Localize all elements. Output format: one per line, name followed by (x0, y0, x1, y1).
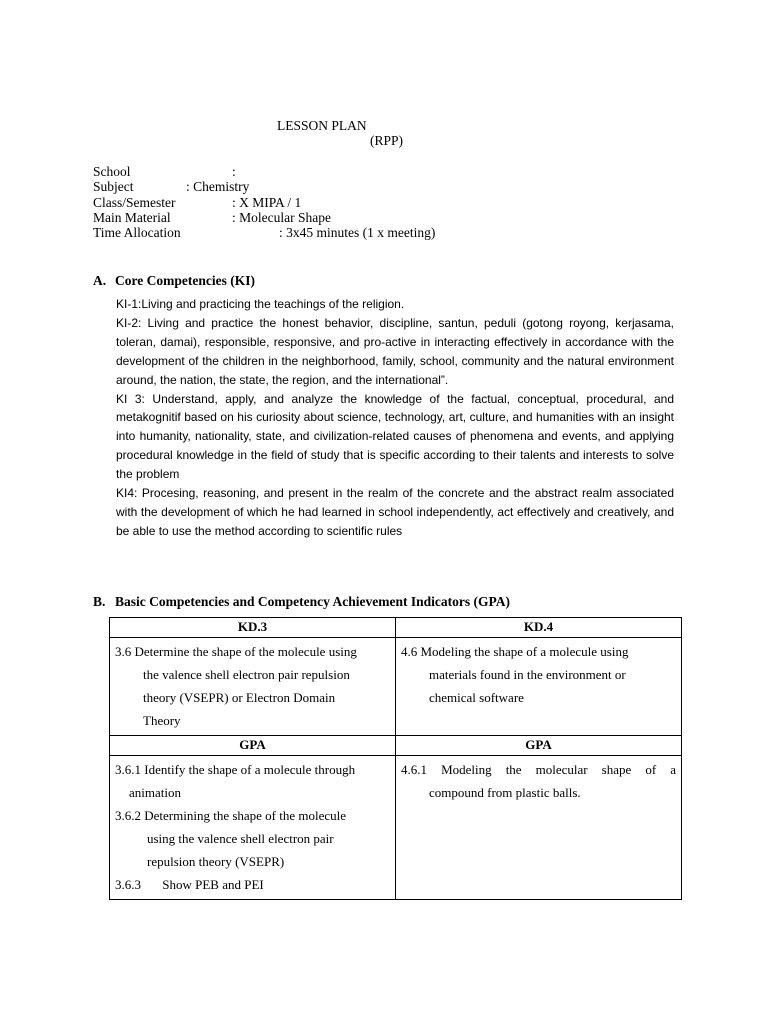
info-label: Time Allocation (93, 225, 181, 241)
header-kd4: KD.4 (396, 618, 682, 638)
item-number: 3.6 (115, 644, 132, 659)
item-text-continued: animation (129, 785, 181, 800)
item-text-continued: chemical software (429, 690, 524, 705)
info-label: Main Material (93, 209, 171, 225)
cell-gpa-left (110, 756, 396, 900)
item-text-continued: repulsion theory (VSEPR) (147, 854, 285, 869)
table-header-row (110, 618, 682, 638)
info-label: School (93, 164, 131, 179)
item-text-continued: the valence shell electron pair repulsion (143, 667, 350, 682)
ki-1: KI-1:Living and practicing the teachings of the religion. (116, 297, 405, 311)
section-a-heading (93, 273, 255, 289)
item-text-continued: theory (VSEPR) or Electron Domain (143, 690, 336, 705)
gpa-item (115, 804, 390, 827)
kd3-item (115, 640, 390, 663)
cell-gpa-right (396, 756, 682, 900)
info-value: : (232, 164, 236, 179)
item-text: Identify the shape of a molecule through (144, 762, 356, 777)
core-competencies (116, 295, 674, 541)
table-gpa-header-row (110, 736, 682, 756)
info-label: Subject (93, 179, 134, 195)
table-row-gpa (110, 756, 682, 900)
header-kd3: KD.3 (110, 618, 396, 638)
item-text: Modeling the molecular shape of a (441, 762, 677, 777)
cell-kd3 (110, 638, 396, 736)
kd4-item (401, 640, 676, 663)
item-text-continued: using the valence shell electron pair (147, 831, 334, 846)
item-text-continued: materials found in the environment or (429, 667, 626, 682)
item-number: 3.6.1 (115, 762, 141, 777)
section-title: Basic Competencies and Competency Achievement Indicators (GPA) (115, 594, 510, 609)
ki-3: KI 3: Understand, apply, and analyze the knowledge of the factual, conceptual, procedural, and metakognitif based on his curiosity about science, technology, art, culture, and humanities with an insight into humanity, nationality, state, and civilization-related causes of phenomena and events, and applying procedural knowledge in the field of study that is specific according to their talents and interests to solve the problem (116, 391, 674, 482)
item-number: 3.6.2 (115, 808, 141, 823)
item-text: Determining the shape of the molecule (144, 808, 347, 823)
item-text: Show PEB and PEI (162, 877, 264, 892)
item-text-continued: Theory (143, 713, 181, 728)
item-number: 3.6.3 (115, 877, 141, 892)
info-value: : Molecular Shape (232, 209, 331, 225)
item-number: 4.6.1 (401, 762, 427, 777)
gpa-item (115, 873, 390, 896)
cell-kd4 (396, 638, 682, 736)
section-title: Core Competencies (KI) (115, 273, 255, 288)
gpa-item (401, 758, 676, 781)
info-label: Class/Semester (93, 194, 176, 210)
section-b-heading (93, 594, 510, 610)
item-text: Modeling the shape of a molecule using (420, 644, 629, 659)
section-letter: A. (93, 273, 107, 288)
competency-table (109, 617, 682, 900)
gpa-item (115, 758, 390, 781)
item-number: 4.6 (401, 644, 418, 659)
table-row-kd (110, 638, 682, 736)
ki-2: KI-2: Living and practice the honest behavior, discipline, santun, peduli (gotong royong, kerjasama, toleran, damai), responsible, responsive, and pro-active in interacting effectively in accordance with the development of the children in the neighborhood, family, school, community and the natural environment around, the nation, the state, the region, and the international”. (116, 315, 674, 387)
header-gpa-left: GPA (110, 736, 396, 756)
ki-4: KI4: Procesing, reasoning, and present in the realm of the concrete and the abstract realm associated with the development of which he had learned in school independently, act effectively and creatively, and be able to use the method according to scientific rules (116, 486, 674, 538)
info-value: : X MIPA / 1 (232, 194, 302, 210)
info-value: : 3x45 minutes (1 x meeting) (279, 225, 436, 241)
document-subtitle: (RPP) (370, 133, 404, 148)
document-title: LESSON PLAN (277, 118, 367, 133)
info-value: : Chemistry (186, 179, 250, 195)
item-text: Determine the shape of the molecule using (134, 644, 357, 659)
header-gpa-right: GPA (396, 736, 682, 756)
section-letter: B. (93, 594, 106, 609)
item-text-continued: compound from plastic balls. (429, 785, 581, 800)
